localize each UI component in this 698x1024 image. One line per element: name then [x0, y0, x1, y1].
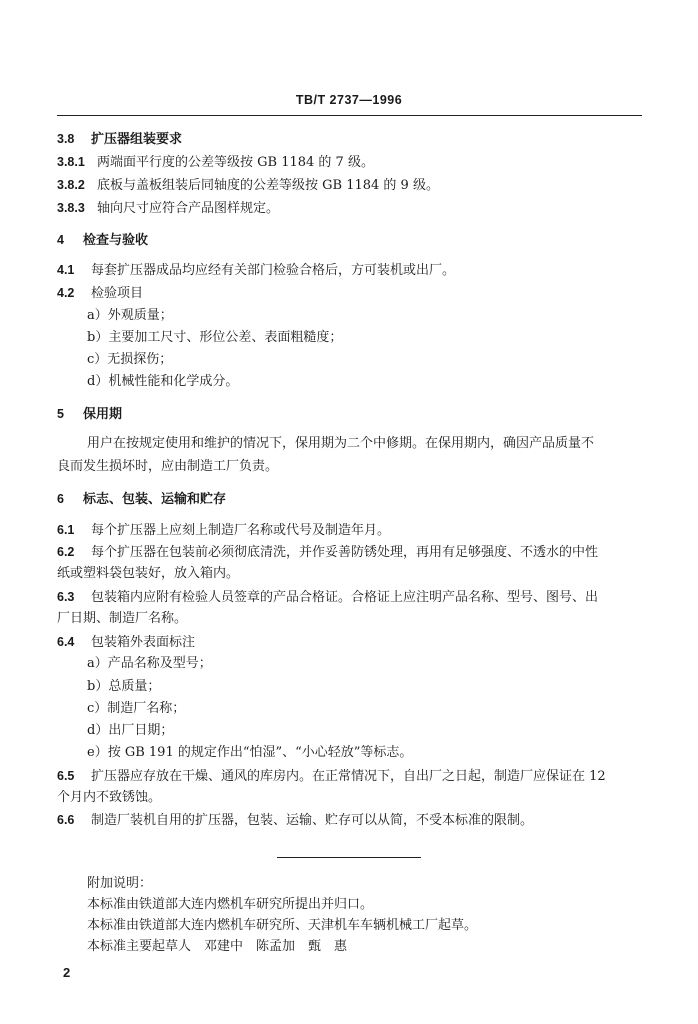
clause-number: 6.4: [57, 635, 75, 649]
clause-number: 6.2: [57, 545, 75, 559]
clause-number: 4.2: [57, 286, 75, 300]
clause-text: 包装箱外表面标注: [91, 635, 196, 650]
clause-text: 每个扩压器上应刻上制造厂名称或代号及制造年月。: [91, 523, 391, 538]
clause-number: 4.1: [57, 263, 75, 277]
section-number: 5: [57, 407, 64, 421]
clause-text: 制造厂装机自用的扩压器，包装、运输、贮存可以从简，不受本标准的限制。: [91, 813, 534, 828]
clause-4-1: [57, 262, 647, 279]
page-number: 2: [63, 965, 71, 980]
clause-number: 6.3: [57, 590, 75, 604]
clause-number: 3.8.2: [57, 178, 85, 192]
clause-6-4: [57, 634, 647, 651]
clause-text: 底板与盖板组装后同轴度的公差等级按 GB 1184 的 9 级。: [97, 178, 439, 193]
clause-6-2: [57, 544, 647, 561]
clause-text: 每套扩压器成品均应经有关部门检验合格后，方可装机或出厂。: [91, 263, 456, 278]
clause-3-8-3: [57, 200, 647, 217]
clause-3-8-1: [57, 154, 647, 171]
list-item: b）主要加工尺寸、形位公差、表面粗糙度；: [87, 330, 343, 345]
clause-3-8-2: [57, 177, 647, 194]
section-title: 检查与验收: [83, 233, 149, 248]
list-item: b）总质量；: [87, 679, 161, 694]
clause-text: 每个扩压器在包装前必须彻底清洗，并作妥善防锈处理，再用有足够强度、不透水的中性: [91, 545, 599, 560]
clause-number: 3.8.1: [57, 155, 85, 169]
header-rule: [57, 115, 642, 116]
notes-title: 附加说明：: [87, 876, 153, 891]
clause-text: 包装箱内应附有检验人员签章的产品合格证。合格证上应注明产品名称、型号、图号、出: [91, 590, 599, 605]
paragraph-line: 厂日期、制造厂名称。: [57, 611, 188, 626]
paragraph-line: 用户在按规定使用和维护的情况下，保用期为二个中修期。在保用期内，确因产品质量不: [87, 436, 595, 451]
clause-text: 轴向尺寸应符合产品图样规定。: [97, 201, 280, 216]
clause-number: 6.1: [57, 523, 75, 537]
section-number: 6: [57, 492, 64, 506]
standard-code-header: TB/T 2737—1996: [295, 93, 403, 107]
clause-text: 两端面平行度的公差等级按 GB 1184 的 7 级。: [97, 155, 374, 170]
clause-text: 扩压器应存放在干燥、通风的库房内。在正常情况下，自出厂之日起，制造厂应保证在 12: [91, 769, 606, 784]
section-title: 标志、包装、运输和贮存: [83, 492, 227, 507]
notes-line: 本标准由铁道部大连内燃机车研究所提出并归口。: [87, 897, 374, 912]
notes-line: 本标准由铁道部大连内燃机车研究所、天津机车车辆机械工厂起草。: [87, 918, 478, 933]
paragraph-line: 良而发生损坏时，应由制造工厂负责。: [57, 459, 279, 474]
clause-6-3: [57, 589, 647, 606]
section-6-heading: [57, 491, 647, 508]
list-item: c）制造厂名称；: [87, 701, 186, 716]
notes-drafters: 本标准主要起草人 邓建中 陈孟加 甄 惠: [87, 939, 348, 954]
clause-text: 检验项目: [91, 286, 144, 301]
list-item: c）无损探伤；: [87, 352, 173, 367]
list-item: a）外观质量；: [87, 308, 173, 323]
section-title: 保用期: [83, 407, 123, 422]
clause-4-2: [57, 285, 647, 302]
paragraph-line: 纸或塑料袋包装好，放入箱内。: [57, 566, 240, 581]
list-item: d）机械性能和化学成分。: [87, 374, 239, 389]
clause-number: 6.5: [57, 769, 75, 783]
list-item: a）产品名称及型号；: [87, 656, 212, 671]
clause-number: 3.8.3: [57, 201, 85, 215]
notes-divider: [277, 857, 421, 858]
clause-number: 3.8: [57, 132, 75, 146]
clause-6-1: [57, 522, 647, 539]
section-4-heading: [57, 232, 647, 249]
paragraph-line: 个月内不致锈蚀。: [57, 790, 162, 805]
section-number: 4: [57, 233, 64, 247]
clause-number: 6.6: [57, 813, 75, 827]
list-item: e）按 GB 191 的规定作出“怕湿”、“小心轻放”等标志。: [87, 745, 413, 760]
clause-heading: 扩压器组装要求: [91, 132, 183, 147]
section-5-heading: [57, 406, 647, 423]
clause-3-8: [57, 131, 647, 148]
clause-6-6: [57, 812, 647, 829]
clause-6-5: [57, 768, 647, 785]
list-item: d）出厂日期；: [87, 723, 174, 738]
